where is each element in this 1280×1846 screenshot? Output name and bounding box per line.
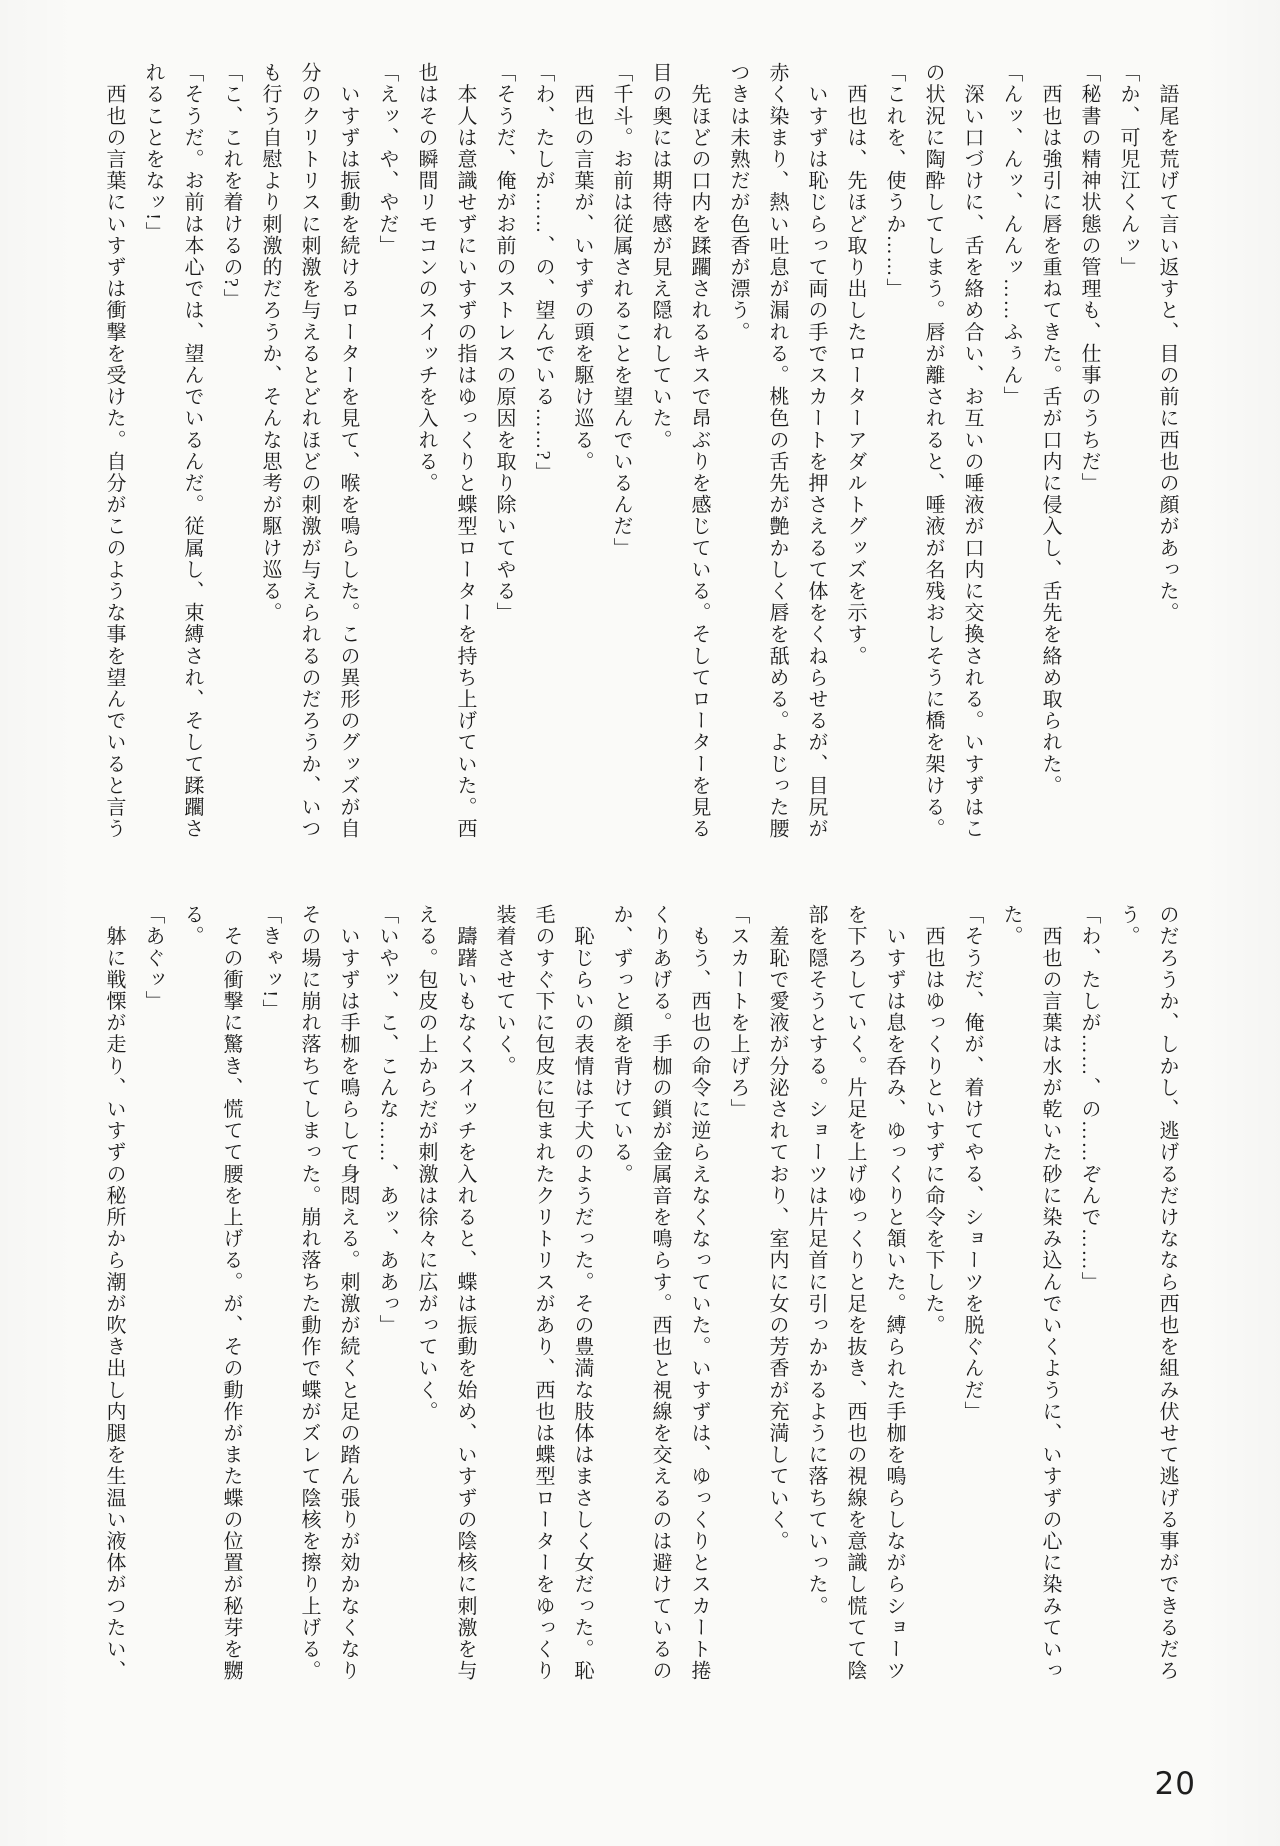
text-column: 分のクリトリスに刺激を与えるとどれほどの刺激が与えられるのだろうか、いつ: [298, 62, 320, 840]
text-column: いすずは恥じらって両の手でスカートを押さえるて体をくねらせるが、目尻が: [805, 62, 827, 840]
page-number: 20: [1154, 1766, 1196, 1802]
text-column: 語尾を荒げて言い返すと、目の前に西也の顔があった。: [1156, 62, 1178, 624]
text-column: 深い口づけに、舌を絡め合い、お互いの唾液が口内に交換される。いすずはこ: [961, 62, 983, 840]
text-column: いすずは振動を続けるローターを見て、喉を鳴らした。この異形のグッズが自: [337, 62, 359, 840]
text-column: 「えッ、や、やだ」: [376, 62, 398, 257]
text-column: か、ずっと顔を背けている。: [610, 904, 632, 1185]
text-column: 「いやッ、こ、こんな……、あッ、ああっ」: [376, 904, 398, 1336]
text-column: いすずは手枷を鳴らして身悶える。刺激が続くと足の踏ん張りが効かなくなり: [337, 904, 359, 1682]
text-column: 「これを、使うか……」: [883, 62, 905, 300]
text-column: 「千斗。お前は従属されることを望んでいるんだ」: [610, 62, 632, 559]
text-column: を下ろしていく。片足を上げゆっくりと足を抜き、西也の視線を意識し慌てて陰: [844, 904, 866, 1682]
text-column: 「んッ、んッ、んんッ……ふぅん」: [1000, 62, 1022, 408]
text-column: 西也は、先ほど取り出したローターアダルトグッズを示す。: [844, 62, 866, 667]
text-column: 装着させていく。: [493, 904, 515, 1077]
text-column: 「あぐッ」: [142, 904, 164, 1012]
text-column: いすずは息を呑み、ゆっくりと頷いた。縛られた手枷を鳴らしながらショーツ: [883, 904, 905, 1682]
text-column: 「こ、これを着けるの?」: [220, 62, 242, 311]
text-column: れることをなッ!」: [142, 62, 164, 244]
text-column: その衝撃に驚き、慌てて腰を上げる。が、その動作がまた蝶の位置が秘芽を嬲: [220, 904, 242, 1682]
text-block-bottom: [94, 904, 1186, 1704]
text-column: 目の奥には期待感が見え隠れしていた。: [649, 62, 671, 451]
text-column: 赤く染まり、熱い吐息が漏れる。桃色の舌先が艶かしく唇を舐める。よじった腰: [766, 62, 788, 840]
text-column: 「きゃッ!」: [259, 904, 281, 1021]
text-column: 西也の言葉は水が乾いた砂に染み込んでいくように、いすずの心に染みていっ: [1039, 904, 1061, 1682]
text-column: た。: [1000, 904, 1022, 948]
text-column: のだろうか、しかし、逃げるだけななら西也を組み伏せて逃げる事ができるだろ: [1156, 904, 1178, 1682]
text-column: 「秘書の精神状態の管理も、仕事のうちだ」: [1078, 62, 1100, 494]
text-column: 也はその瞬間リモコンのスイッチを入れる。: [415, 62, 437, 494]
text-column: つきは未熟だが色香が漂う。: [727, 62, 749, 343]
text-column: 西也の言葉が、いすずの頭を駆け巡る。: [571, 62, 593, 473]
text-column: 「わ、たしが……、の……ぞんで……」: [1078, 904, 1100, 1293]
text-column: 羞恥で愛液が分泌されており、室内に女の芳香が充満していく。: [766, 904, 788, 1552]
text-column: 西也はゆっくりといすずに命令を下した。: [922, 904, 944, 1336]
text-column: 本人は意識せずにいすずの指はゆっくりと蝶型ローターを持ち上げていた。西: [454, 62, 476, 840]
text-column: の状況に陶酔してしまう。唇が離されると、唾液が名残おしそうに橋を架ける。: [922, 62, 944, 840]
text-column: 部を隠そうとする。ショーツは片足首に引っかかるように落ちていった。: [805, 904, 827, 1617]
text-column: くりあげる。手枷の鎖が金属音を鳴らす。西也と視線を交えるのは避けているの: [649, 904, 671, 1682]
text-column: 「か、可児江くんッ」: [1117, 62, 1139, 278]
text-column: 躰に戦慄が走り、いすずの秘所から潮が吹き出し内腿を生温い液体がつたい、: [103, 904, 125, 1682]
text-column: 恥じらいの表情は子犬のようだった。その豊満な肢体はまさしく女だった。恥: [571, 904, 593, 1682]
text-column: 西也の言葉にいすずは衝撃を受けた。自分がこのような事を望んでいると言う: [103, 62, 125, 840]
text-column: も行う自慰より刺激的だろうか、そんな思考が駆け巡る。: [259, 62, 281, 624]
text-block-top: [94, 62, 1186, 862]
text-column: その場に崩れ落ちてしまった。崩れ落ちた動作で蝶がズレて陰核を擦り上げる。: [298, 904, 320, 1682]
text-column: う。: [1117, 904, 1139, 948]
text-column: 先ほどの口内を蹂躙されるキスで昂ぶりを感じている。そしてローターを見る: [688, 62, 710, 840]
text-column: 「そうだ。お前は本心では、望んでいるんだ。従属し、束縛され、そして蹂躙さ: [181, 62, 203, 840]
text-column: 「そうだ、俺が、着けてやる、ショーツを脱ぐんだ」: [961, 904, 983, 1423]
text-column: える。包皮の上からだが刺激は徐々に広がっていく。: [415, 904, 437, 1423]
text-column: 「スカートを上げろ」: [727, 904, 749, 1120]
text-column: 「そうだ、俺がお前のストレスの原因を取り除いてやる」: [493, 62, 515, 624]
text-column: 「わ、たしが……、の、望んでいる……?」: [532, 62, 554, 483]
text-column: 毛のすぐ下に包皮に包まれたクリトリスがあり、西也は蝶型ローターをゆっくり: [532, 904, 554, 1682]
text-column: 躊躇いもなくスイッチを入れると、蝶は振動を始め、いすずの陰核に刺激を与: [454, 904, 476, 1682]
text-column: 西也は強引に唇を重ねてきた。舌が口内に侵入し、舌先を絡め取られた。: [1039, 62, 1061, 797]
text-column: もう、西也の命令に逆らえなくなっていた。いすずは、ゆっくりとスカート捲: [688, 904, 710, 1682]
text-column: る。: [181, 904, 203, 948]
